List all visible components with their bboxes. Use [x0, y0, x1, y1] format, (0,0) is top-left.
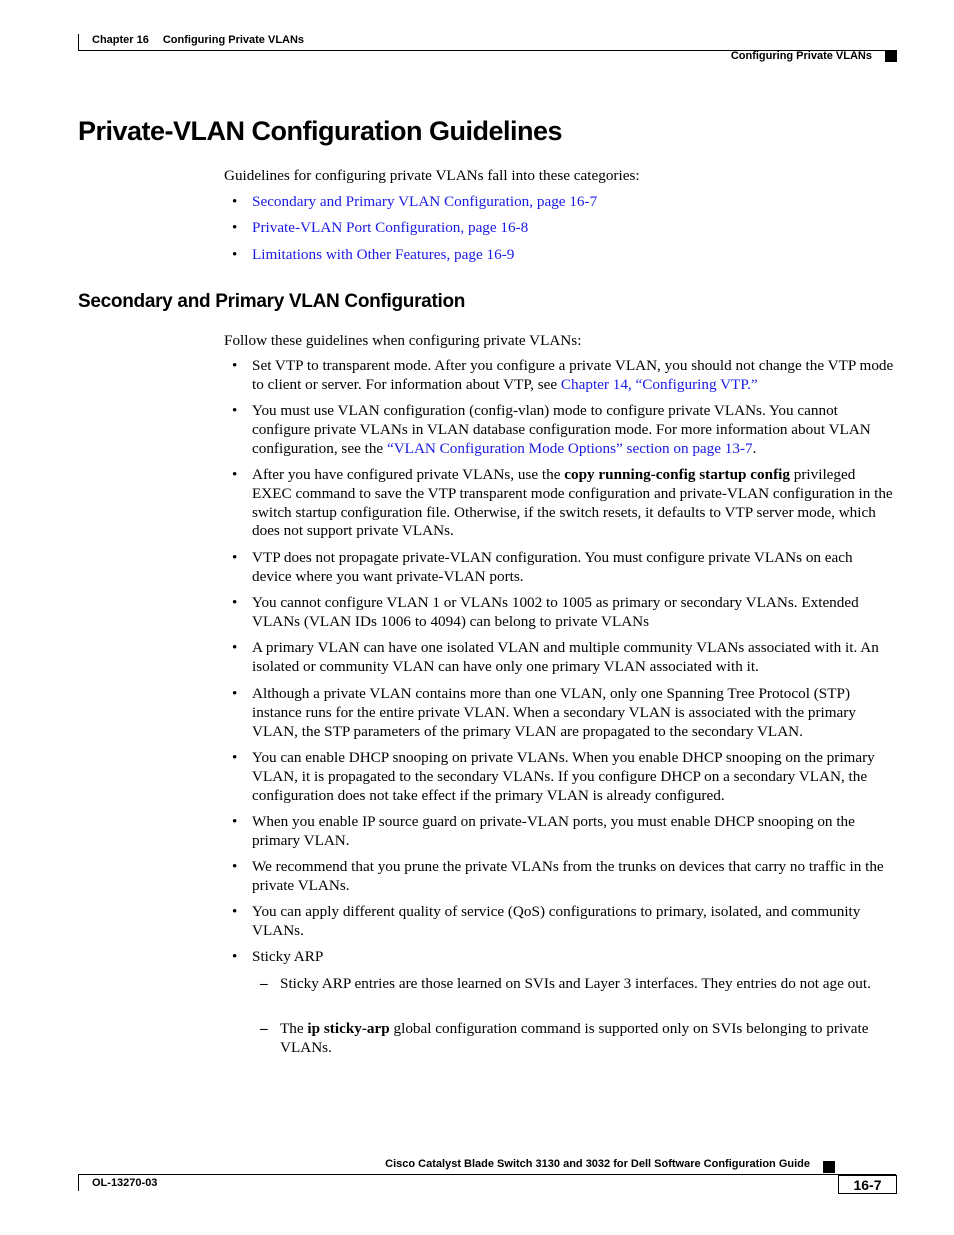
dash: – [260, 975, 268, 992]
guideline-text: You cannot configure VLAN 1 or VLANs 1002 to 1005 as primary or secondary VLANs. Extended VLANs (VLAN IDs 1006 to 4094) can belong to private VLANs [252, 594, 859, 630]
bullet: • [232, 219, 238, 236]
list-item [224, 246, 896, 265]
dash: – [260, 1020, 268, 1037]
bullet: • [232, 549, 238, 566]
section-intro: Guidelines for configuring private VLANs fall into these categories: [224, 167, 640, 184]
list-item [224, 749, 896, 805]
subsection-intro: Follow these guidelines when configuring private VLANs: [224, 332, 582, 349]
bullet: • [232, 685, 238, 702]
link-vlan-config-mode-options[interactable]: “VLAN Configuration Mode Options” section on page 13-7 [386, 439, 753, 457]
guideline-text-part: You must use VLAN configuration (config-vlan) mode to configure private VLANs. You cannot configure private VLANs in VLAN database configuration mode. For more information about VLAN configuration, see the [252, 402, 871, 457]
guideline-text: Sticky ARP [252, 948, 324, 965]
guideline-text: We recommend that you prune the private VLANs from the trunks on devices that carry no traffic in the private VLANs. [252, 858, 884, 894]
sub-guideline-text-part: The [280, 1020, 308, 1037]
page-title: Private-VLAN Configuration Guidelines [78, 116, 563, 146]
guideline-text-part: Set VTP to transparent mode. After you configure a private VLAN, you should not change the VTP mode to client or server. For information about VTP, see [252, 357, 894, 393]
bullet: • [232, 402, 238, 419]
list-item [224, 685, 896, 741]
list-item [224, 594, 896, 632]
guideline-text: You can apply different quality of service (QoS) configurations to primary, isolated, and community VLANs. [252, 903, 861, 939]
bullet: • [232, 903, 238, 920]
guideline-text-part: . [752, 439, 757, 457]
guideline-text [252, 357, 896, 395]
bullet: • [232, 948, 238, 965]
sub-guideline-text [280, 1020, 896, 1058]
header-chapter [92, 34, 304, 46]
subsection-title: Secondary and Primary VLAN Configuration [78, 291, 466, 312]
footer-rule-vertical [78, 1174, 79, 1191]
footer-rule [78, 1174, 896, 1175]
bullet: • [232, 858, 238, 875]
guideline-text: VTP does not propagate private-VLAN configuration. You must configure private VLANs on each device where you want private-VLAN ports. [252, 549, 853, 585]
footer-doc-number: OL-13270-03 [92, 1177, 158, 1189]
bullet: • [232, 193, 238, 210]
guideline-text: You can enable DHCP snooping on private VLANs. When you enable DHCP snooping on the primary VLAN, it is propagated to the secondary VLANs. If you configure DHCP on a secondary VLAN, the configuration does not take effect if the primary VLAN is already configured. [252, 749, 875, 804]
list-item [224, 858, 896, 896]
list-item [224, 402, 896, 458]
command-name: copy running-config startup config [564, 466, 790, 483]
link-limitations[interactable]: Limitations with Other Features, page 16-9 [252, 246, 515, 263]
guideline-text-part: privileged EXEC command to save the VTP transparent mode configuration and private-VLAN configuration in the switch startup configuration file. Otherwise, if the switch resets, it defaults to VTP server mode, which does not support private VLANs. [252, 466, 893, 540]
sub-guideline-text-part: global configuration command is supported only on SVIs belonging to private VLANs. [280, 1020, 869, 1056]
link-secondary-primary-vlan[interactable]: Secondary and Primary VLAN Configuration, page 16-7 [252, 193, 598, 210]
page-number: 16-7 [838, 1175, 897, 1194]
list-item [224, 639, 896, 677]
guideline-text-part: After you have configured private VLANs, use the [252, 466, 565, 483]
guideline-text [252, 466, 896, 541]
link-configuring-vtp[interactable]: Chapter 14, “Configuring VTP.” [560, 375, 758, 393]
bullet: • [232, 813, 238, 830]
bullet: • [232, 749, 238, 766]
bullet: • [232, 466, 238, 483]
list-item [224, 219, 896, 238]
command-name: ip sticky-arp [307, 1020, 390, 1037]
chapter-title: Configuring Private VLANs [162, 34, 305, 46]
sub-list-item [224, 1020, 896, 1058]
guideline-text [252, 402, 896, 458]
list-item [224, 549, 896, 587]
list-item [224, 813, 896, 851]
list-item [224, 193, 896, 212]
header-rule-vertical [78, 34, 79, 51]
guideline-text: A primary VLAN can have one isolated VLAN and multiple community VLANs associated with it. An isolated or community VLAN can have only one primary VLAN associated with it. [252, 639, 879, 675]
running-section-title: Configuring Private VLANs [730, 50, 872, 62]
footer-guide-title: Cisco Catalyst Blade Switch 3130 and 3032 for Dell Software Configuration Guide [385, 1158, 810, 1170]
list-item [224, 466, 896, 541]
list-item [224, 903, 896, 941]
bullet: • [232, 246, 238, 263]
bullet: • [232, 357, 238, 374]
guideline-text: Although a private VLAN contains more than one VLAN, only one Spanning Tree Protocol (STP) instance runs for the entire private VLAN. When a secondary VLAN is associated with the primary VLAN, the STP parameters of the primary VLAN are propagated to the secondary VLAN. [252, 685, 856, 740]
header-marker-box [885, 50, 897, 62]
chapter-number: Chapter 16 [92, 34, 149, 46]
bullet: • [232, 639, 238, 656]
sub-list-item [224, 975, 896, 994]
sub-guideline-text: Sticky ARP entries are those learned on SVIs and Layer 3 interfaces. They entries do not age out. [280, 975, 871, 992]
link-private-vlan-port[interactable]: Private-VLAN Port Configuration, page 16-8 [252, 219, 529, 236]
footer-marker-box [823, 1161, 835, 1173]
bullet: • [232, 594, 238, 611]
guideline-text: When you enable IP source guard on private-VLAN ports, you must enable DHCP snooping on the primary VLAN. [252, 813, 855, 849]
list-item [224, 948, 896, 967]
list-item [224, 357, 896, 395]
